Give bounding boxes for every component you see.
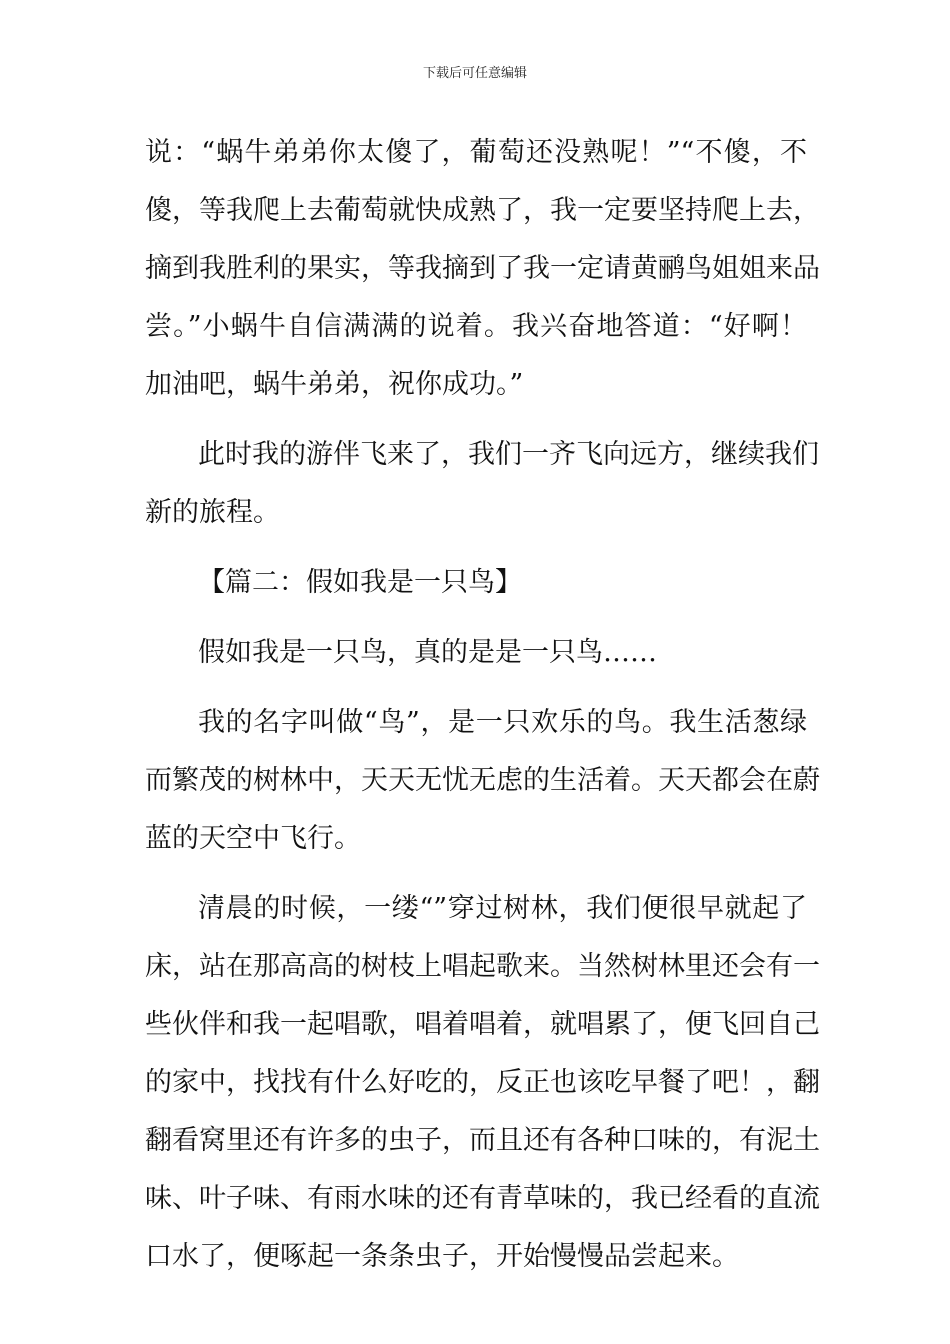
paragraph (145, 694, 820, 868)
text-line: 尝。”小蜗牛自信满满的说着。我兴奋地答道：“好啊！ (145, 311, 807, 342)
text-line: 的家中，找找有什么好吃的，反正也该吃早餐了吧！，翻 (145, 1067, 820, 1098)
text-line: 此时我的游伴飞来了，我们一齐飞向远方，继续我们 (198, 439, 819, 470)
text-line: 傻，等我爬上去葡萄就快成熟了，我一定要坚持爬上去， (145, 195, 820, 226)
text-line: 翻看窝里还有许多的虫子，而且还有各种口味的，有泥土 (145, 1125, 820, 1156)
text-line: 而繁茂的树林中，天天无忧无虑的生活着。天天都会在蔚 (145, 765, 820, 796)
text-line: 床，站在那高高的树枝上唱起歌来。当然树林里还会有一 (145, 951, 820, 982)
text-line: 假如我是一只鸟，真的是是一只鸟…… (198, 637, 657, 668)
paragraph (145, 124, 820, 414)
text-line: 我的名字叫做“鸟”，是一只欢乐的鸟。我生活葱绿 (198, 707, 807, 738)
text-line: 口水了，便啄起一条条虫子，开始慢慢品尝起来。 (145, 1241, 739, 1272)
text-line: 加油吧，蜗牛弟弟，祝你成功。” (145, 369, 524, 400)
text-line: 说：“蜗牛弟弟你太傻了，葡萄还没熟呢！”“不傻，不 (145, 137, 807, 168)
text-line: 味、叶子味、有雨水味的还有青草味的，我已经看的直流 (145, 1183, 820, 1214)
document-body (145, 124, 820, 1286)
section-heading (145, 554, 807, 612)
text-line: 【篇二：假如我是一只鸟】 (198, 567, 522, 598)
paragraph (145, 624, 807, 682)
text-line: 清晨的时候，一缕“”穿过树林，我们便很早就起了 (198, 893, 807, 924)
text-line: 摘到我胜利的果实，等我摘到了我一定请黄鹂鸟姐姐来品 (145, 253, 820, 284)
text-line: 些伙伴和我一起唱歌，唱着唱着，就唱累了，便飞回自己 (145, 1009, 820, 1040)
paragraph (145, 426, 819, 542)
page-header: 下载后可任意编辑 (422, 66, 527, 81)
paragraph (145, 880, 820, 1286)
text-line: 新的旅程。 (145, 497, 280, 528)
text-line: 蓝的天空中飞行。 (145, 823, 361, 854)
